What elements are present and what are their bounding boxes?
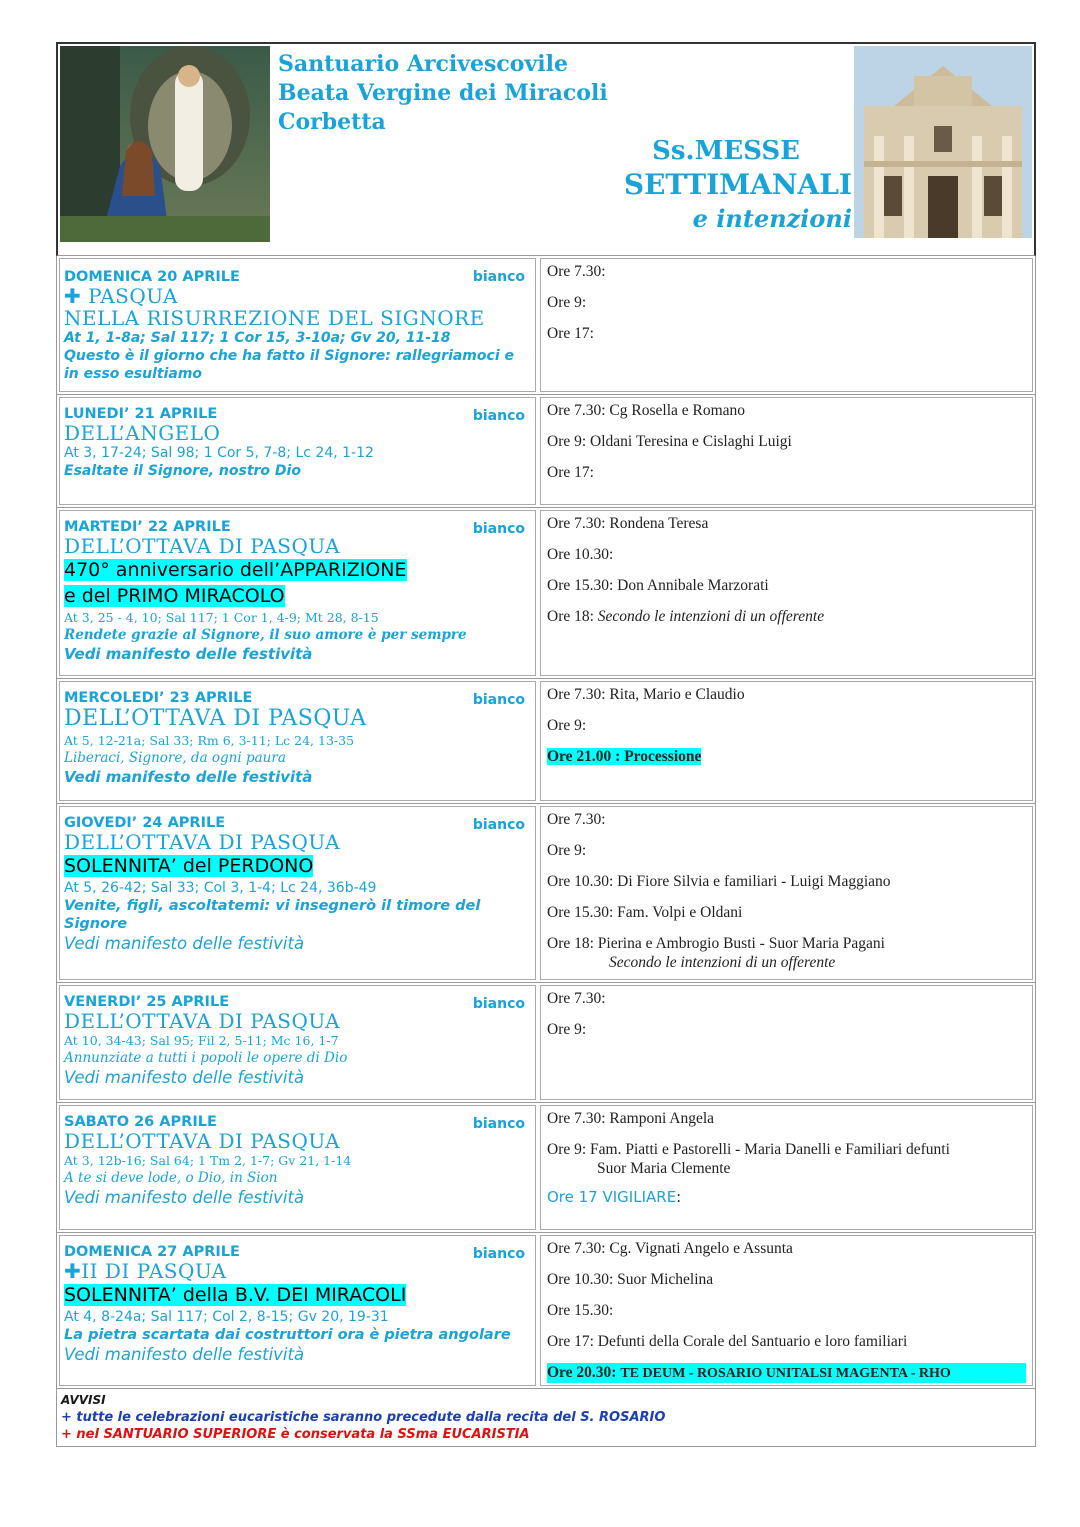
day-row: [56, 508, 1036, 679]
mass-time: Ore 18:: [547, 935, 594, 952]
liturgical-color: bianco: [472, 817, 525, 833]
psalm-refrain: Liberaci, Signore, da ogni paura: [64, 750, 286, 766]
procession-notice: Ore 21.00 : Processione: [547, 748, 702, 765]
notices-box: [56, 1389, 1036, 1447]
mass-entry: [547, 293, 1026, 312]
mass-time: Ore 15.30:: [547, 577, 614, 594]
day-info: [59, 258, 536, 392]
day-label: VENERDI’ 25 APRILE: [64, 994, 230, 1010]
mass-intention-continued: Suor Maria Clemente: [597, 1160, 731, 1177]
day-row: [56, 679, 1036, 804]
mass-intention: Oldani Teresina e Cislaghi Luigi: [590, 433, 792, 450]
mass-intention: Rita, Mario e Claudio: [609, 686, 745, 703]
mass-time: Ore 9:: [547, 717, 587, 734]
mass-time: Ore 7.30:: [547, 515, 606, 532]
mass-entry: [547, 401, 1026, 420]
mass-entry: [547, 545, 1026, 564]
mass-time: Ore 7.30:: [547, 1110, 606, 1127]
day-info: [59, 510, 536, 676]
mass-list: [540, 806, 1033, 980]
mass-entry: [547, 1140, 1026, 1159]
mass-entry: [547, 514, 1026, 533]
feast-name: DELL’OTTAVA DI PASQUA: [64, 830, 341, 854]
day-info: [59, 397, 536, 505]
see-poster-note: Vedi manifesto delle festività: [64, 934, 305, 953]
mass-entry: [547, 934, 1026, 953]
liturgical-color: bianco: [472, 269, 525, 285]
resurrection-painting: [60, 46, 270, 242]
mass-time: Ore 7.30:: [547, 263, 606, 280]
day-label: SABATO 26 APRILE: [64, 1114, 217, 1130]
vigil-label: Ore 17 VIGILIARE: [547, 1188, 677, 1206]
highlight-line: e del PRIMO MIRACOLO: [64, 585, 285, 607]
liturgical-color: bianco: [472, 521, 525, 537]
mass-intention-continued: Secondo le intenzioni di un offerente: [609, 954, 836, 971]
mass-list: [540, 1105, 1033, 1230]
day-row: [56, 1233, 1036, 1389]
mass-time: Ore 10.30:: [547, 546, 614, 563]
mass-list: [540, 681, 1033, 801]
mass-list: [540, 510, 1033, 676]
notices-title: AVVISI: [61, 1393, 106, 1407]
day-info: [59, 681, 536, 801]
mass-entry: [547, 716, 1026, 735]
see-poster-note: Vedi manifesto delle festività: [64, 1345, 305, 1364]
psalm-refrain: Esaltate il Signore, nostro Dio: [64, 463, 301, 479]
readings: At 10, 34-43; Sal 95; Fil 2, 5-11; Mc 16, 1-7: [64, 1033, 339, 1048]
mass-entry: [547, 989, 1026, 1008]
mass-time: Ore 15.30:: [547, 904, 614, 921]
feast-name: DELL’OTTAVA DI PASQUA: [64, 534, 341, 558]
mass-list: [540, 397, 1033, 505]
te-deum-notice: [547, 1363, 1026, 1383]
day-label: MERCOLEDI’ 23 APRILE: [64, 690, 253, 706]
special-text: TE DEUM - ROSARIO UNITALSI MAGENTA - RHO: [620, 1366, 951, 1381]
mass-time: Ore 7.30:: [547, 1240, 606, 1257]
day-row: [56, 395, 1036, 508]
day-info: [59, 985, 536, 1100]
highlight-text: [64, 557, 531, 583]
mass-time: Ore 10.30:: [547, 873, 614, 890]
sanctuary-name: [278, 50, 608, 137]
header: [56, 42, 1036, 256]
liturgical-color: bianco: [472, 1116, 525, 1132]
highlight-line: 470° anniversario dell’APPARIZIONE: [64, 559, 407, 581]
highlight-text: [64, 583, 531, 609]
mass-time: Ore 7.30:: [547, 811, 606, 828]
day-info: [59, 1105, 536, 1230]
day-info: [59, 1235, 536, 1386]
mass-list: [540, 985, 1033, 1100]
mass-entry: [547, 1270, 1026, 1289]
mass-time: Ore 7.30:: [547, 686, 606, 703]
mass-entry: [547, 1239, 1026, 1258]
mass-intention: Secondo le intenzioni di un offerente: [597, 608, 825, 625]
liturgical-color: bianco: [472, 1246, 525, 1262]
mass-entry: [547, 432, 1026, 451]
mass-entry: [547, 262, 1026, 281]
day-row: [56, 1103, 1036, 1233]
mass-list: [540, 1235, 1033, 1386]
title-line-2: SETTIMANALI: [623, 168, 852, 201]
mass-entry: [547, 1020, 1026, 1039]
notice-rosary: + tutte le celebrazioni eucaristiche saranno precedute dalla recita del S. ROSARIO: [61, 1410, 666, 1425]
mass-time: Ore 9:: [547, 294, 587, 311]
liturgical-color: bianco: [472, 408, 525, 424]
feast-name: DELL’ANGELO: [64, 421, 221, 445]
feast-name: DELL’OTTAVA DI PASQUA: [64, 1009, 341, 1033]
highlight-line: SOLENNITA’ del PERDONO: [64, 855, 314, 877]
special-time: Ore 20.30:: [547, 1364, 617, 1381]
mass-time: Ore 17:: [547, 325, 594, 342]
see-poster-note: Vedi manifesto delle festività: [64, 1188, 305, 1207]
day-label: DOMENICA 20 APRILE: [64, 269, 240, 285]
mass-entry: [547, 872, 1026, 891]
mass-entry: [547, 324, 1026, 343]
feast-name: ✚ PASQUA: [64, 284, 178, 308]
readings: At 3, 17-24; Sal 98; 1 Cor 5, 7-8; Lc 24, 1-12: [64, 445, 374, 461]
highlight-text: [64, 853, 531, 879]
mass-intention: Don Annibale Marzorati: [617, 577, 769, 594]
sanctuary-line: Corbetta: [278, 109, 386, 135]
see-poster-note: Vedi manifesto delle festività: [64, 768, 313, 786]
day-label: GIOVEDI’ 24 APRILE: [64, 815, 226, 831]
mass-entry: [547, 747, 1026, 766]
mass-entry: [547, 576, 1026, 595]
vigil-colon: :: [676, 1188, 682, 1206]
day-label: LUNEDI’ 21 APRILE: [64, 406, 218, 422]
mass-entry: [547, 1109, 1026, 1128]
see-poster-note: Vedi manifesto delle festività: [64, 1068, 305, 1087]
liturgical-color: bianco: [472, 996, 525, 1012]
title-line-1: Ss.MESSE: [652, 136, 800, 166]
mass-intention: Fam. Piatti e Pastorelli - Maria Danelli e Familiari defunti: [590, 1141, 950, 1158]
sanctuary-line: Beata Vergine dei Miracoli: [278, 80, 608, 106]
mass-time: Ore 15.30:: [547, 1302, 614, 1319]
church-facade-photo: [854, 46, 1032, 238]
day-label: DOMENICA 27 APRILE: [64, 1244, 240, 1260]
psalm-refrain: Annunziate a tutti i popoli le opere di Dio: [64, 1050, 348, 1066]
document-page: [56, 42, 1036, 1447]
psalm-refrain: Venite, figli, ascoltatemi: vi insegnerò il timore del Signore: [64, 898, 481, 932]
mass-time: Ore 7.30:: [547, 402, 606, 419]
feast-name: DELL’OTTAVA DI PASQUA: [64, 706, 367, 731]
readings: At 3, 12b-16; Sal 64; 1 Tm 2, 1-7; Gv 21, 1-14: [64, 1153, 352, 1168]
mass-entry: [547, 463, 1026, 482]
mass-time: Ore 17:: [547, 464, 594, 481]
mass-intention: Cg Rosella e Romano: [609, 402, 746, 419]
readings: At 1, 1-8a; Sal 117; 1 Cor 15, 3-10a; Gv 20, 11-18: [64, 330, 451, 346]
mass-time: Ore 9:: [547, 842, 587, 859]
title-line-3: e intenzioni: [692, 204, 852, 233]
day-row: [56, 804, 1036, 983]
psalm-refrain: La pietra scartata dai costruttori ora è pietra angolare: [64, 1327, 511, 1343]
mass-intention: Cg. Vignati Angelo e Assunta: [609, 1240, 793, 1257]
mass-time: Ore 7.30:: [547, 990, 606, 1007]
mass-list: [540, 258, 1033, 392]
mass-entry: [547, 607, 1026, 626]
readings: At 4, 8-24a; Sal 117; Col 2, 8-15; Gv 20, 19-31: [64, 1309, 389, 1325]
see-poster-note: Vedi manifesto delle festività: [64, 645, 313, 663]
day-row: [56, 983, 1036, 1103]
mass-intention: Di Fiore Silvia e familiari - Luigi Maggiano: [617, 873, 891, 890]
day-label: MARTEDI’ 22 APRILE: [64, 519, 231, 535]
highlight-text: [64, 1282, 531, 1308]
readings: At 5, 12-21a; Sal 33; Rm 6, 3-11; Lc 24, 13-35: [64, 733, 355, 748]
sanctuary-line: Santuario Arcivescovile: [278, 51, 568, 77]
mass-time: Ore 9:: [547, 433, 587, 450]
notice-eucharist: + nel SANTUARIO SUPERIORE è conservata la SSma EUCARISTIA: [61, 1427, 530, 1442]
readings: At 3, 25 - 4, 10; Sal 117; 1 Cor 1, 4-9; Mt 28, 8-15: [64, 610, 379, 625]
mass-intention: Pierina e Ambrogio Busti - Suor Maria Pagani: [597, 935, 885, 952]
psalm-refrain: A te si deve lode, o Dio, in Sion: [64, 1170, 278, 1186]
feast-name: DELL’OTTAVA DI PASQUA: [64, 1129, 341, 1153]
mass-entry: [547, 1301, 1026, 1320]
mass-time: Ore 17:: [547, 1333, 594, 1350]
day-info: [59, 806, 536, 980]
mass-entry: [547, 810, 1026, 829]
mass-intention: Ramponi Angela: [609, 1110, 715, 1127]
mass-intention: Rondena Teresa: [609, 515, 709, 532]
mass-intention: Suor Michelina: [617, 1271, 714, 1288]
day-row: [56, 256, 1036, 395]
vigil-mass: [547, 1188, 1026, 1207]
mass-entry: [547, 1332, 1026, 1351]
mass-intention: Fam. Volpi e Oldani: [617, 904, 743, 921]
mass-entry: [547, 903, 1026, 922]
highlight-line: SOLENNITA’ della B.V. DEI MIRACOLI: [64, 1284, 407, 1306]
feast-name: ✚II DI PASQUA: [64, 1259, 227, 1283]
mass-entry: [547, 685, 1026, 704]
mass-time: Ore 18:: [547, 608, 594, 625]
readings: At 5, 26-42; Sal 33; Col 3, 1-4; Lc 24, 36b-49: [64, 880, 377, 896]
psalm-refrain: Questo è il giorno che ha fatto il Signore: rallegriamoci e in esso esultiamo: [64, 348, 514, 382]
mass-intention: Defunti della Corale del Santuario e loro familiari: [597, 1333, 908, 1350]
mass-entry: [547, 841, 1026, 860]
liturgical-color: bianco: [472, 692, 525, 708]
mass-time: Ore 9:: [547, 1021, 587, 1038]
mass-time: Ore 9:: [547, 1141, 587, 1158]
psalm-refrain: Rendete grazie al Signore, il suo amore è per sempre: [64, 627, 467, 643]
mass-time: Ore 10.30:: [547, 1271, 614, 1288]
feast-name: NELLA RISURREZIONE DEL SIGNORE: [64, 306, 485, 330]
